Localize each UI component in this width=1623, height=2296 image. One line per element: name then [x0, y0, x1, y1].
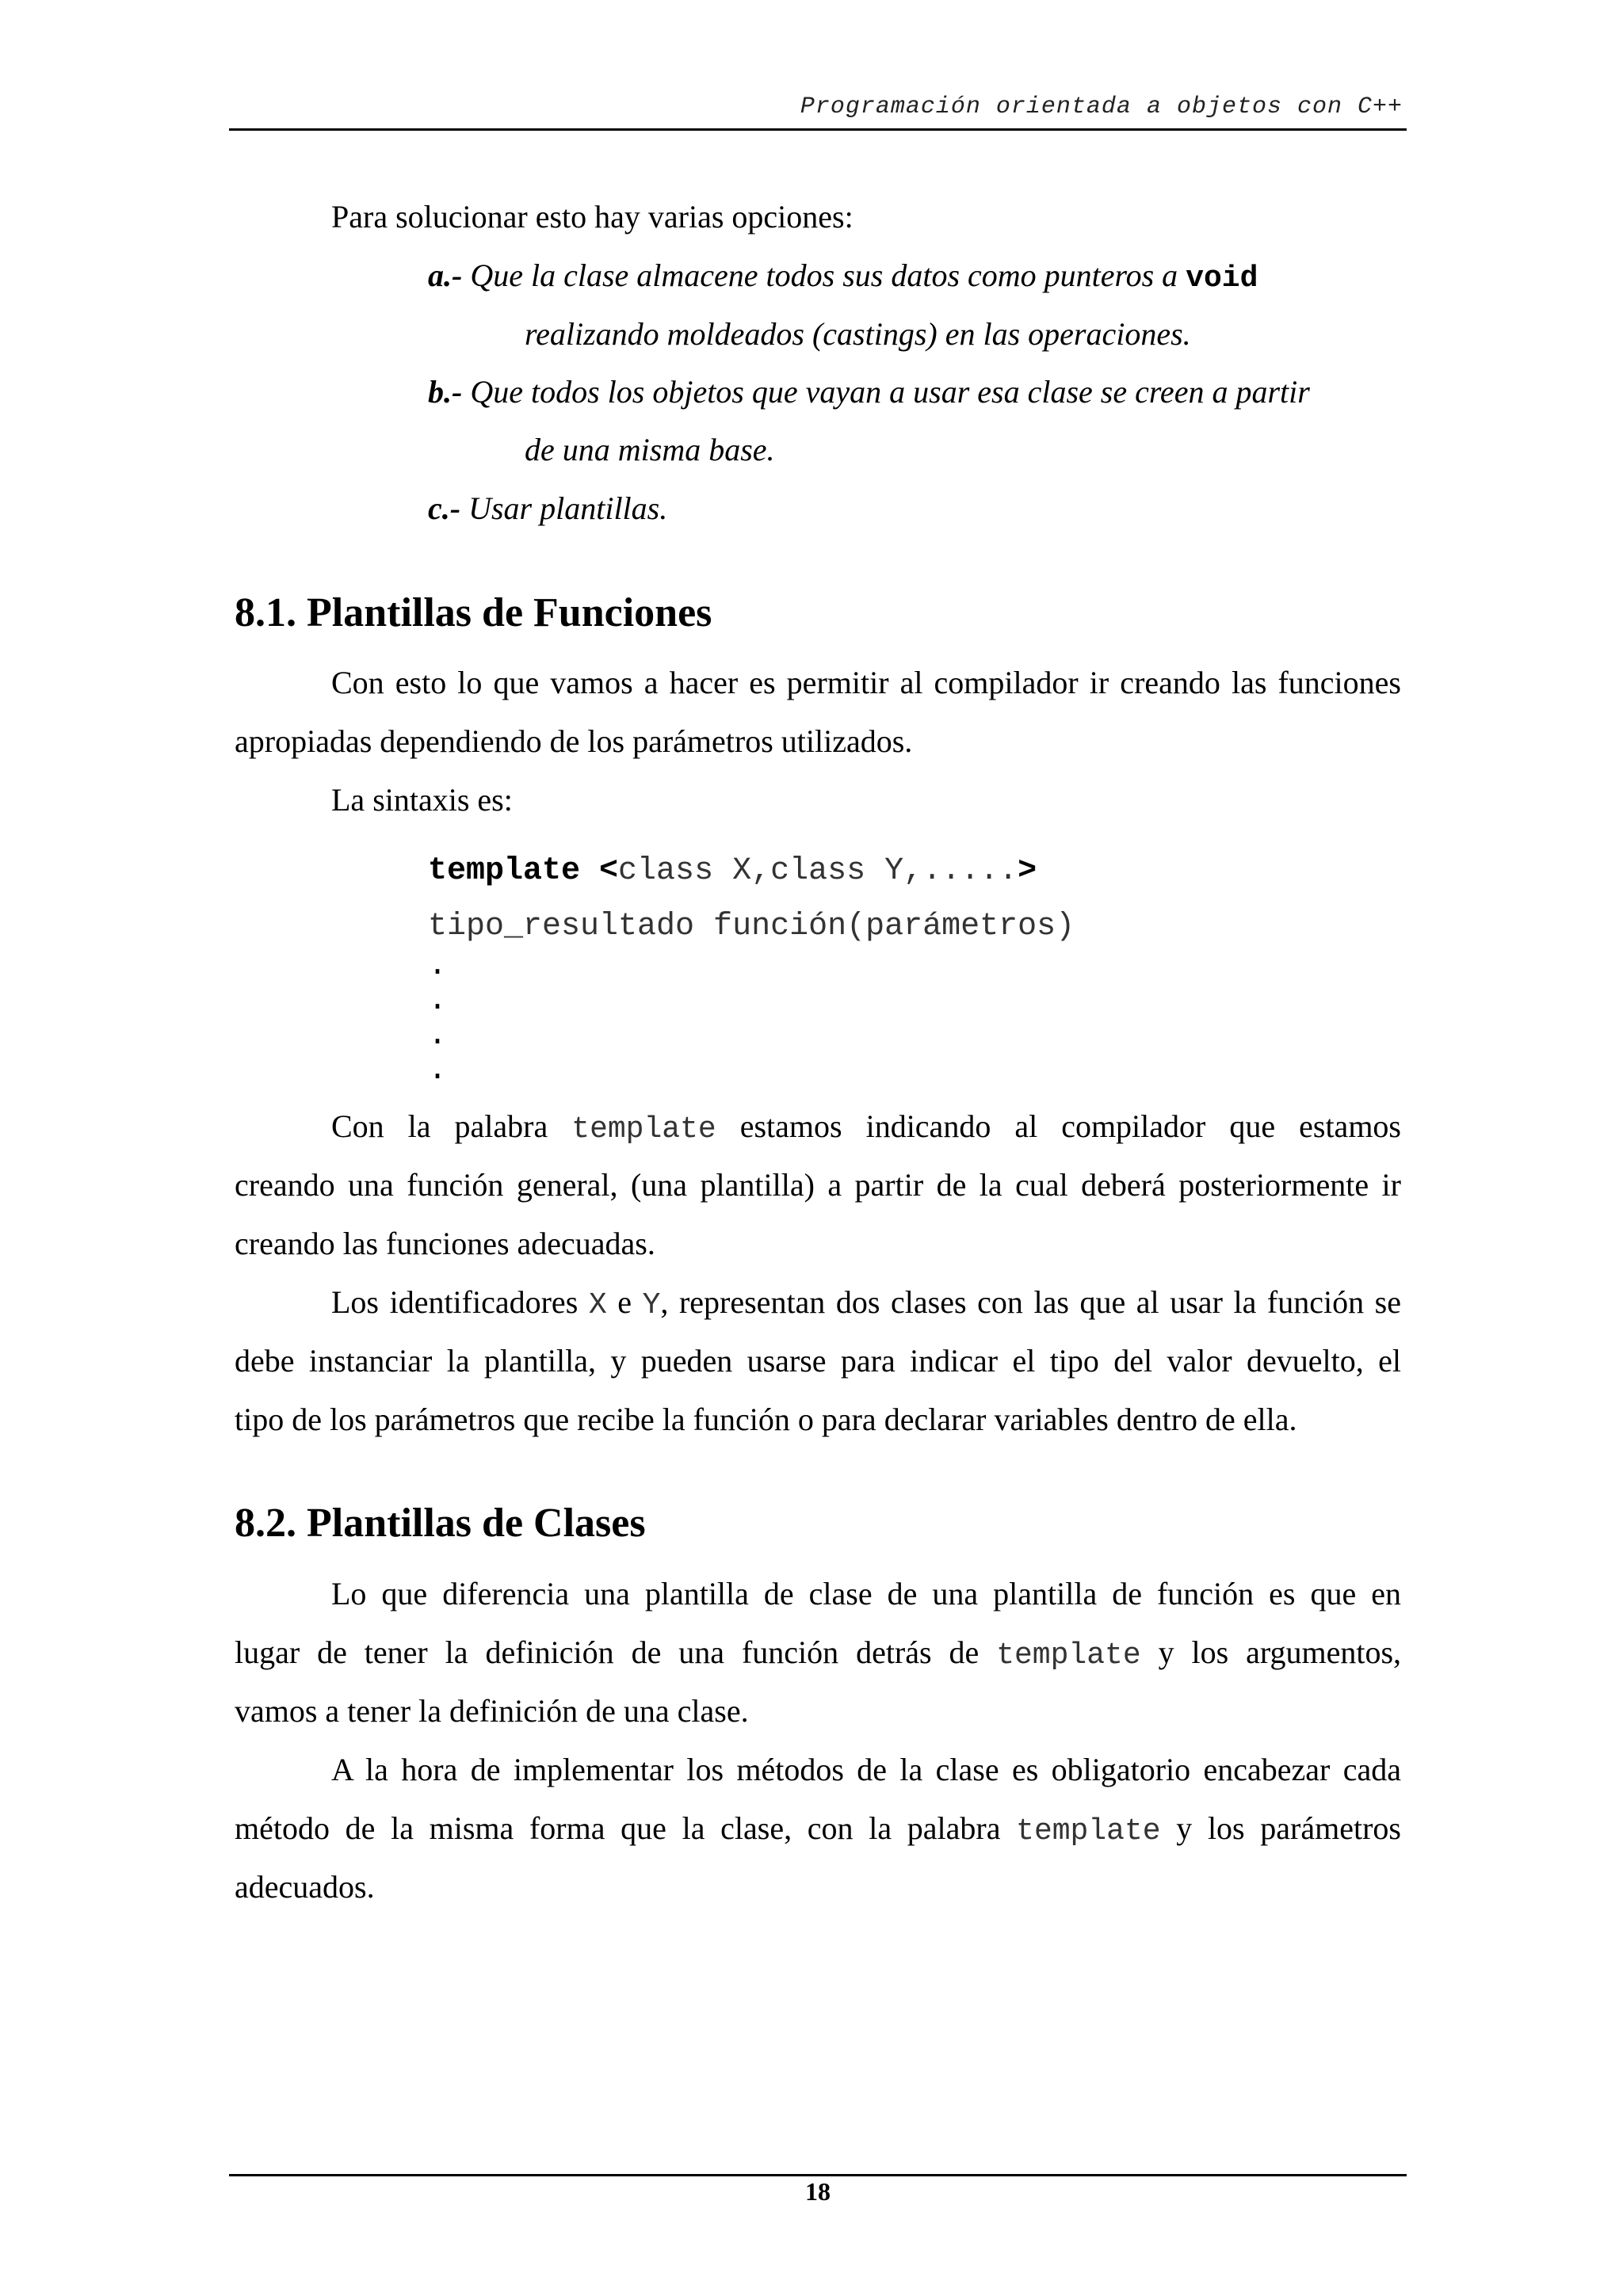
inline-code-y: Y: [642, 1288, 661, 1322]
inline-code-x: X: [588, 1288, 607, 1322]
section1-paragraph3-line2: creando una función general, (una plantilla) a partir de la cual deberá posteriormente ir: [235, 1167, 1401, 1203]
option-a-continuation: realizando moldeados (castings) en las operaciones.: [525, 316, 1191, 352]
code-template-keyword: template: [428, 853, 581, 889]
text-run: y los argumentos,: [1140, 1634, 1402, 1670]
section2-paragraph1-line1: Lo que diferencia una plantilla de clase de una plantilla de función es que en: [331, 1576, 1401, 1611]
option-b-text: Que todos los objetos que vayan a usar esa clase se creen a partir: [462, 374, 1310, 410]
code-continuation-dot: .: [428, 1053, 448, 1089]
section2-paragraph2-line2: [235, 1810, 1401, 1851]
syntax-code-line2: tipo_resultado función(parámetros): [428, 909, 1075, 944]
text-run: Los identificadores: [331, 1284, 589, 1320]
section-heading-8-1: 8.1. Plantillas de Funciones: [235, 590, 712, 635]
page-number: 18: [805, 2177, 831, 2206]
section2-paragraph2-line1: A la hora de implementar los métodos de la clase es obligatorio encabezar cada: [331, 1752, 1401, 1787]
section-heading-8-2: 8.2. Plantillas de Clases: [235, 1501, 646, 1546]
code-continuation-dot: .: [428, 983, 448, 1019]
inline-code-template: template: [1016, 1814, 1161, 1848]
syntax-code-line1: [428, 852, 1037, 891]
text-run: y los parámetros: [1160, 1810, 1401, 1846]
code-open-bracket: <: [580, 853, 619, 889]
section1-paragraph4-line1: [331, 1283, 1401, 1325]
footer-rule: [229, 2174, 1407, 2176]
text-run: método de la misma forma que la clase, con la palabra: [235, 1810, 1017, 1846]
section1-paragraph1-line2: apropiadas dependiendo de los parámetros utilizados.: [235, 723, 913, 759]
section1-paragraph4-line2: debe instanciar la plantilla, y pueden usarse para indicar el tipo del valor devuelto, el: [235, 1343, 1401, 1379]
section2-paragraph1-line3: vamos a tener la definición de una clase.: [235, 1693, 749, 1729]
option-c-marker: c.-: [428, 490, 461, 526]
option-b: [428, 373, 1310, 411]
header-rule: [229, 128, 1407, 131]
option-a: [428, 257, 1258, 298]
code-continuation-dot: .: [428, 948, 448, 984]
inline-code-template: template: [571, 1112, 716, 1146]
section2-paragraph1-line2: [235, 1634, 1401, 1675]
option-a-code: void: [1186, 261, 1258, 296]
option-c: [428, 490, 667, 528]
section1-paragraph2: La sintaxis es:: [331, 782, 513, 818]
code-continuation-dot: .: [428, 1018, 448, 1054]
section1-paragraph4-line3: tipo de los parámetros que recibe la función o para declarar variables dentro de ella.: [235, 1402, 1297, 1437]
text-run: , representan dos clases con las que al usar la función se: [660, 1284, 1401, 1320]
code-close-bracket: >: [1018, 853, 1037, 889]
option-a-text: Que la clase almacene todos sus datos como punteros a: [462, 257, 1186, 293]
section1-paragraph1-line1: Con esto lo que vamos a hacer es permitir al compilador ir creando las funciones: [331, 665, 1401, 700]
section1-paragraph3-line1: [331, 1108, 1401, 1149]
text-run: Con la palabra: [331, 1108, 572, 1144]
section2-paragraph2-line3: adecuados.: [235, 1869, 375, 1905]
intro-paragraph: Para solucionar esto hay varias opciones:: [331, 199, 854, 235]
option-a-marker: a.-: [428, 257, 463, 293]
option-b-continuation: de una misma base.: [525, 432, 775, 467]
text-run: lugar de tener la definición de una función detrás de: [235, 1634, 997, 1670]
text-run: estamos indicando al compilador que estamos: [716, 1108, 1401, 1144]
option-b-marker: b.-: [428, 374, 463, 410]
inline-code-template: template: [996, 1638, 1141, 1672]
text-run: e: [606, 1284, 643, 1320]
code-class-params: class X,class Y,.....: [618, 853, 1018, 889]
option-c-text: Usar plantillas.: [460, 490, 668, 526]
running-header-title: Programación orientada a objetos con C++: [800, 93, 1403, 120]
section1-paragraph3-line3: creando las funciones adecuadas.: [235, 1226, 655, 1261]
